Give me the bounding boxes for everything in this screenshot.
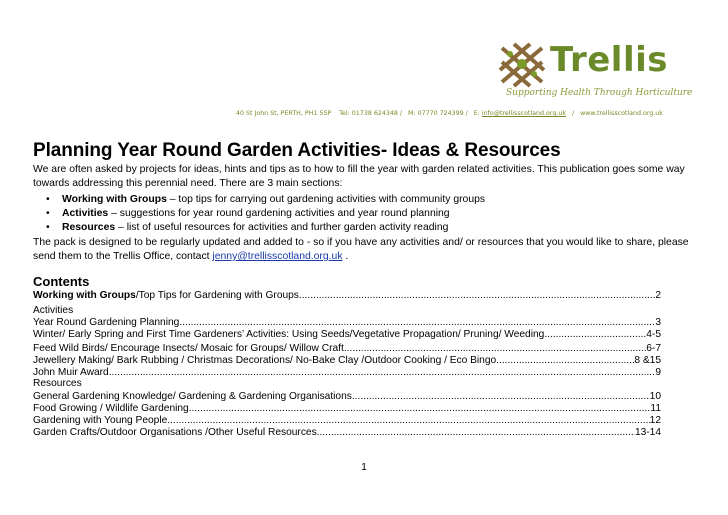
toc-entry[interactable]: [33, 329, 661, 341]
bullet-text: – list of useful resources for activities and further garden activity reading: [115, 222, 449, 233]
toc-entry[interactable]: [33, 355, 661, 367]
contact-email-link[interactable]: info@trellisscotland.org.uk: [481, 110, 566, 117]
toc-page: 4-5: [646, 329, 661, 340]
address: 40 St John St, PERTH, PH1 5SP: [236, 110, 332, 117]
toc-page: 13-14: [634, 427, 661, 438]
toc-text: Winter/ Early Spring and First Time Gardeners’ Activities: Using Seeds/Vegetative Propagation/ Pruning/ Weeding: [33, 329, 545, 340]
telephone: Tel: 01738 624348 /: [339, 110, 402, 117]
bullet-text: – top tips for carrying out gardening activities with community groups: [166, 194, 486, 205]
trellis-lattice-icon: [496, 38, 548, 90]
toc-entry[interactable]: [33, 415, 661, 427]
toc-page: 8 &15: [634, 355, 661, 366]
toc-text: Food Growing / Wildlife Gardening: [33, 403, 189, 414]
toc-page: 10: [649, 391, 661, 402]
toc-page: 2: [655, 290, 661, 301]
toc-text: /Top Tips for Gardening with Groups: [135, 290, 299, 301]
bullet-text: – suggestions for year round gardening activities and year round planning: [108, 208, 450, 219]
toc-text: Gardening with Young People: [33, 415, 168, 426]
intro-paragraph: We are often asked by projects for ideas, hints and tips as to how to fill the year with garden related activities. This publication goes some way towards addressing this perennial need. There are 3 main sections:: [33, 164, 685, 189]
toc-text: Year Round Gardening Planning: [33, 317, 180, 328]
activities-heading: Activities: [33, 305, 74, 316]
logo-wordmark: Trellis: [550, 40, 668, 80]
bullet-heading: Working with Groups: [62, 194, 167, 205]
website-link[interactable]: www.trellisscotland.org.uk: [580, 110, 663, 117]
toc-text: Feed Wild Birds/ Encourage Insects/ Mosaic for Groups/ Willow Craft: [33, 343, 344, 354]
resources-heading: Resources: [33, 378, 82, 389]
toc-entry[interactable]: [33, 290, 661, 302]
toc-page: 3: [655, 317, 661, 328]
toc-entry[interactable]: [33, 391, 661, 403]
toc-page: 12: [649, 415, 661, 426]
bullet-heading: Activities: [62, 208, 109, 219]
mobile: M: 07770 724399 /: [408, 110, 468, 117]
toc-text: Jewellery Making/ Bark Rubbing / Christmas Decorations/ No-Bake Clay /Outdoor Cooking / Eco Bingo: [33, 355, 497, 366]
email-label: E:: [473, 110, 480, 117]
page-number: 1: [361, 462, 367, 473]
list-item: [46, 207, 485, 221]
toc-entry[interactable]: [33, 317, 661, 329]
separator: /: [571, 110, 575, 117]
logo-tagline: Supporting Health Through Horticulture: [506, 88, 693, 98]
bullet-heading: Resources: [62, 222, 116, 233]
toc-text: General Gardening Knowledge/ Gardening & Gardening Organisations: [33, 391, 352, 402]
pack-paragraph: [33, 236, 698, 264]
jenny-email-link[interactable]: jenny@trellisscotland.org.uk: [212, 251, 343, 262]
contents-heading: Contents: [33, 274, 90, 289]
toc-entry[interactable]: [33, 403, 661, 415]
toc-text: Garden Crafts/Outdoor Organisations /Other Useful Resources: [33, 427, 317, 438]
toc-entry[interactable]: [33, 343, 661, 355]
trellis-logo: [496, 38, 693, 102]
list-item: [46, 221, 485, 235]
toc-page: 11: [650, 403, 661, 414]
toc-bold: Working with Groups: [33, 290, 136, 301]
toc-page: 9: [655, 367, 661, 378]
pack-end: .: [342, 251, 349, 262]
section-list: [46, 193, 485, 235]
contact-line: [236, 110, 663, 117]
toc-page: 6-7: [646, 343, 661, 354]
toc-entry[interactable]: [33, 427, 661, 439]
pack-text: The pack is designed to be regularly updated and added to - so if you have any activities and/ or resources that you would like to share, please send them to the Trellis Office, contact: [33, 237, 689, 262]
list-item: [46, 193, 485, 207]
page-title: Planning Year Round Garden Activities- Ideas & Resources: [33, 140, 561, 161]
toc-text: John Muir Award: [33, 367, 109, 378]
